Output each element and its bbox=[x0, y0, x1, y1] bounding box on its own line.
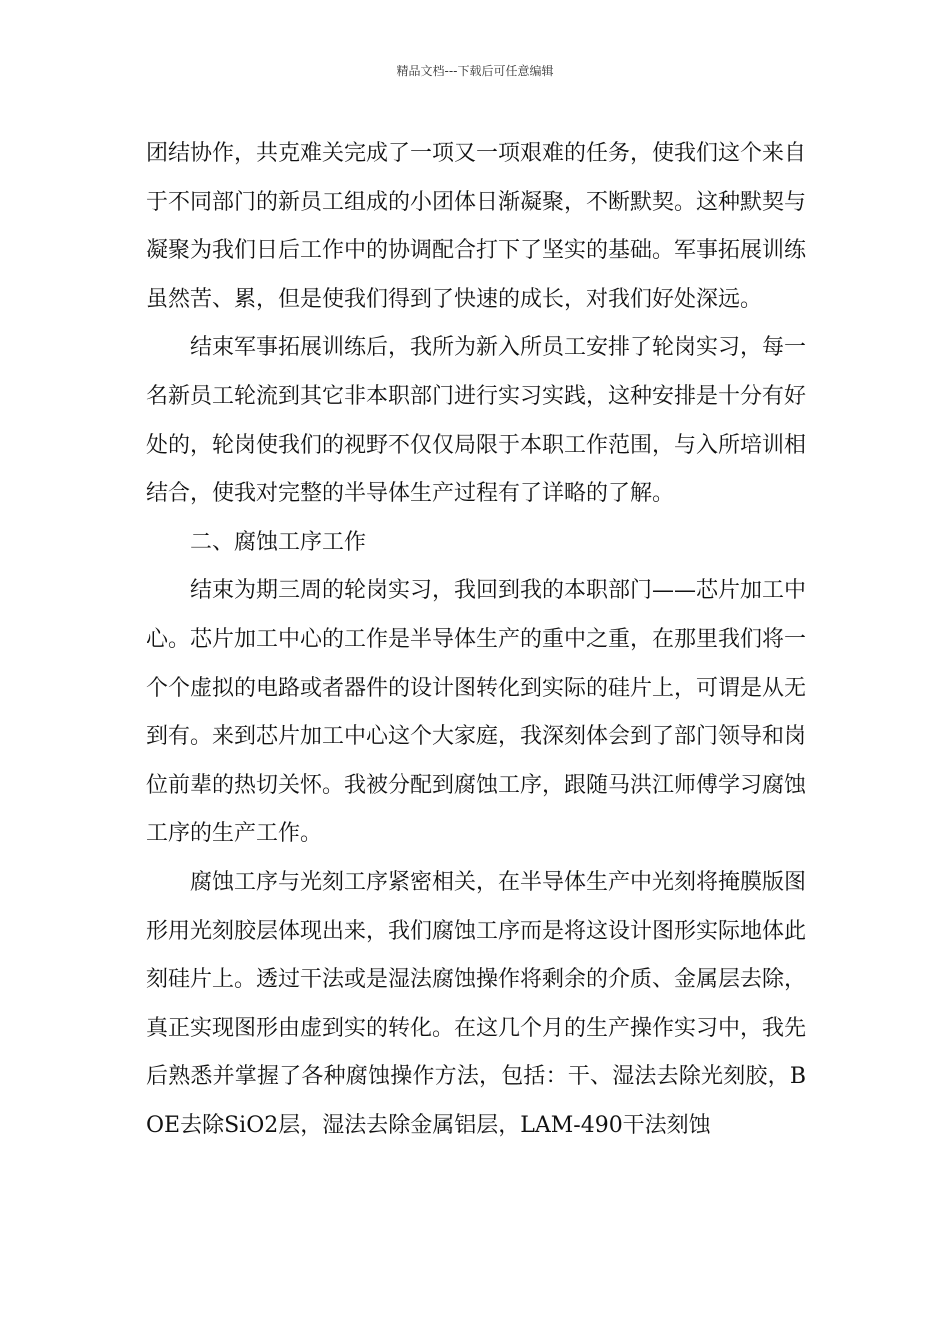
paragraph-continued: 团结协作，共克难关完成了一项又一项艰难的任务，使我们这个来自于不同部门的新员工组成的小团体日渐凝聚，不断默契。这种默契与凝聚为我们日后工作中的协调配合打下了坚实的基础。军事拓展训练虽然苦、累，但是使我们得到了快速的成长，对我们好处深远。 bbox=[146, 141, 807, 312]
paragraph-etching: 腐蚀工序与光刻工序紧密相关，在半导体生产中光刻将掩膜版图形用光刻胶层体现出来，我们腐蚀工序而是将这设计图形实际地体此刻硅片上。透过干法或是湿法腐蚀操作将剩余的介质、金属层去除，真正实现图形由虚到实的转化。在这几个月的生产操作实习中，我先后熟悉并掌握了各种腐蚀操作方法，包括：干、湿法去除光刻胶，BOE去除SiO2层，湿法去除金属铝层，LAM-490干法刻蚀 bbox=[146, 869, 807, 1138]
section-heading: 二、腐蚀工序工作 bbox=[190, 529, 367, 555]
paragraph-chip-center: 结束为期三周的轮岗实习，我回到我的本职部门——芯片加工中心。芯片加工中心的工作是半导体生产的重中之重，在那里我们将一个个虚拟的电路或者器件的设计图转化到实际的硅片上，可谓是从无到有。来到芯片加工中心这个大家庭，我深刻体会到了部门领导和岗位前辈的热切关怀。我被分配到腐蚀工序，跟随马洪江师傅学习腐蚀工序的生产工作。 bbox=[146, 578, 807, 847]
paragraph-rotation: 结束军事拓展训练后，我所为新入所员工安排了轮岗实习，每一名新员工轮流到其它非本职部门进行实习实践，这种安排是十分有好处的，轮岗使我们的视野不仅仅局限于本职工作范围，与入所培训相结合，使我对完整的半导体生产过程有了详略的了解。 bbox=[146, 335, 807, 507]
document-body bbox=[146, 130, 806, 1150]
page-header: 精品文档---下载后可任意编辑 bbox=[396, 64, 554, 78]
